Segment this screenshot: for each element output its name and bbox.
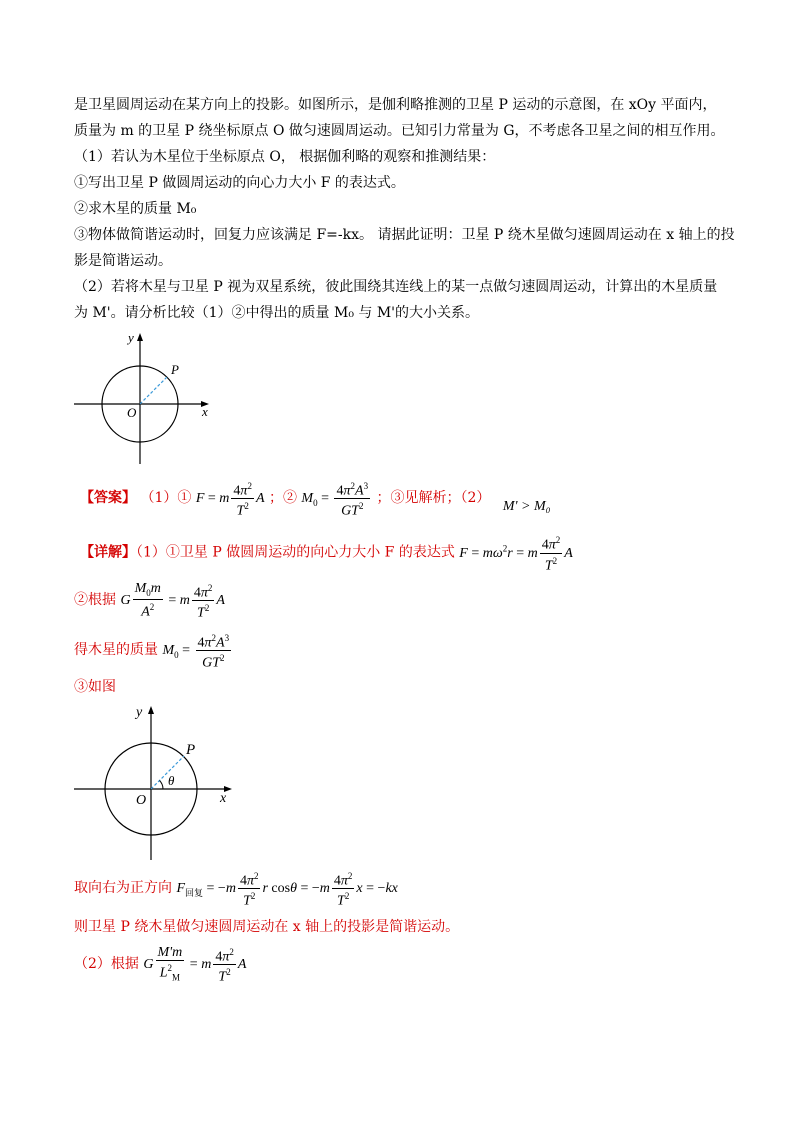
detail-l7: （2）根据 (74, 956, 139, 972)
question-line-3: （1）若认为木星位于坐标原点 O， 根据伽利略的观察和推测结果： (74, 149, 496, 165)
angle-arc (160, 781, 164, 790)
question-line-1: 是卫星圆周运动在某方向上的投影。如图所示，是伽利略推测的卫星 P 运动的示意图，在 xOy 平面内， (74, 97, 717, 113)
x-label: x (220, 791, 227, 806)
answer-part1: （1）① (140, 490, 192, 506)
theta-label: θ (168, 773, 175, 788)
detail-tag: 【详解】 (80, 544, 136, 561)
y-label: y (136, 705, 143, 720)
formula-restoring: $F_{回复} = -m$ $\frac{4\pi^2}{T^2}$ r cosθ = −m $\frac{4\pi^2}{T^2}$ x = −kx (176, 870, 398, 909)
origin-label: O (136, 793, 147, 808)
detail-line-6 (74, 914, 459, 940)
detail-line-7 (74, 944, 246, 985)
document-page (74, 92, 735, 326)
formula-force: F = m $\frac{4\pi^2}{T^2}$ A (195, 480, 265, 519)
question-line-9: 为 M'。请分析比较（1）②中得出的质量 M₀ 与 M'的大小关系。 (74, 305, 480, 321)
detail-l2: ②根据 (74, 592, 116, 608)
question-line-7: 影是简谐运动。 (74, 253, 172, 269)
question-line-5: ②求木星的质量 M₀ (74, 201, 197, 217)
question-line-4: ①写出卫星 P 做圆周运动的向心力大小 F 的表达式。 (74, 175, 405, 191)
formula-binary: G $\frac{M'm}{L^2_M}$ = m $\frac{4\pi^2}{T^2}$ A (143, 944, 247, 985)
detail-line-5 (74, 868, 398, 913)
y-label: y (128, 330, 134, 345)
detail-line-3 (74, 630, 233, 675)
detail-line-1 (80, 528, 573, 574)
x-label: x (202, 404, 208, 419)
answer-line (80, 478, 551, 527)
origin-label: O (127, 405, 137, 420)
detail-line-2 (74, 580, 225, 621)
answer-relation: M' > M₀ (502, 499, 551, 514)
question-line-6: ③物体做简谐运动时，回复力应该满足 F=-kx。 请据此证明：卫星 P 绕木星做匀速圆周运动在 x 轴上的投 (74, 227, 735, 243)
answer-sep2: ；③见解析；（2） (376, 490, 491, 506)
figure-1-diagram (70, 322, 220, 472)
detail-l3: 得木星的质量 (74, 642, 158, 658)
formula-mass-2: $M_0$ = $\frac{4\pi^2A^3}{GT^2}$ (162, 632, 230, 671)
formula-gravity: G $\frac{M_0m}{A^2}$ = m $\frac{4\pi^2}{T^2}$ A (120, 580, 225, 621)
formula-centripetal: $F = m\omega^2r = m$ $\frac{4\pi^2}{T^2}$ A (459, 535, 573, 574)
detail-l4: ③如图 (74, 679, 116, 695)
radius-line (140, 377, 167, 404)
detail-l6: 则卫星 P 绕木星做匀速圆周运动在 x 轴上的投影是简谐运动。 (74, 919, 460, 935)
question-line-2: 质量为 m 的卫星 P 绕坐标原点 O 做匀速圆周运动。已知引力常量为 G，不考虑各卫星之间的相互作用。 (74, 123, 725, 139)
y-arrow-icon (137, 333, 143, 341)
y-arrow-icon (148, 706, 154, 714)
answer-tag: 【答案】 (80, 490, 136, 506)
detail-l5: 取向右为正方向 (74, 880, 172, 896)
detail-l1: （1）①卫星 P 做圆周运动的向心力大小 F 的表达式 (136, 544, 455, 561)
point-p-label: P (171, 362, 179, 377)
point-p-label: P (186, 742, 196, 758)
figure-2-diagram (70, 696, 240, 866)
question-line-8: （2）若将木星与卫星 P 视为双星系统，彼此围绕其连线上的某一点做匀速圆周运动，计算出的木星质量 (74, 279, 718, 295)
formula-mass: $M_0$ = $\frac{4\pi^2A^3}{GT^2}$ (301, 480, 369, 519)
answer-sep1: ；② (268, 490, 297, 506)
